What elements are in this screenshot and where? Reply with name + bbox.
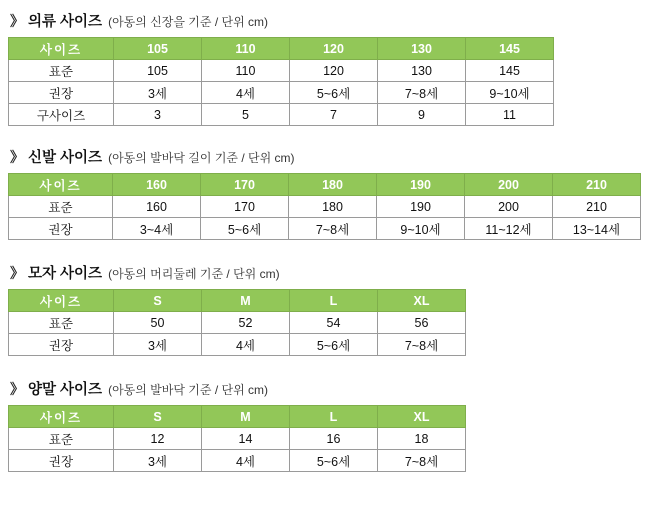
section-clothing-heading (10, 10, 658, 31)
chevron-right-icon: 》 (10, 265, 23, 281)
table-cell: 170 (201, 196, 289, 218)
column-header: 120 (290, 38, 378, 60)
column-header: 160 (113, 174, 201, 196)
table-cell: 4세 (202, 450, 290, 472)
table-corner-label: 사이즈 (9, 38, 114, 60)
table-cell: 110 (202, 60, 290, 82)
table-header-row (9, 38, 554, 60)
chevron-right-icon: 》 (10, 381, 23, 397)
section-socks-title: 양말 사이즈 (28, 382, 103, 398)
table-cell: 7 (290, 104, 378, 126)
column-header: 200 (465, 174, 553, 196)
column-header: 145 (466, 38, 554, 60)
row-label: 권장 (9, 218, 113, 240)
table-cell: 9~10세 (377, 218, 465, 240)
table-cell: 3 (114, 104, 202, 126)
table-cell: 120 (290, 60, 378, 82)
table-cell: 18 (378, 428, 466, 450)
row-label: 표준 (9, 196, 113, 218)
column-header: L (290, 406, 378, 428)
table-cell: 5 (202, 104, 290, 126)
table-cell: 7~8세 (378, 82, 466, 104)
table-cell: 9~10세 (466, 82, 554, 104)
table-row (9, 450, 466, 472)
section-shoes-title: 신발 사이즈 (28, 150, 103, 166)
table-cell: 11 (466, 104, 554, 126)
table-cell: 50 (114, 312, 202, 334)
column-header: L (290, 290, 378, 312)
table-cell: 5~6세 (290, 82, 378, 104)
section-hat-note: (아동의 머리둘레 기준 / 단위 cm) (108, 267, 280, 281)
table-cell: 190 (377, 196, 465, 218)
section-socks (8, 378, 658, 472)
clothing-size-table (8, 37, 554, 126)
table-cell: 3세 (114, 82, 202, 104)
table-row (9, 82, 554, 104)
hat-size-table (8, 289, 466, 356)
column-header: 130 (378, 38, 466, 60)
column-header: M (202, 406, 290, 428)
table-row (9, 104, 554, 126)
socks-size-table (8, 405, 466, 472)
chevron-right-icon: 》 (10, 149, 23, 165)
table-corner-label: 사이즈 (9, 290, 114, 312)
section-socks-heading (10, 378, 658, 399)
table-cell: 210 (553, 196, 641, 218)
column-header: 105 (114, 38, 202, 60)
table-header-row (9, 290, 466, 312)
column-header: S (114, 290, 202, 312)
table-cell: 5~6세 (201, 218, 289, 240)
shoes-size-table (8, 173, 641, 240)
table-cell: 3~4세 (113, 218, 201, 240)
table-cell: 3세 (114, 334, 202, 356)
table-cell: 180 (289, 196, 377, 218)
row-label: 표준 (9, 312, 114, 334)
table-cell: 54 (290, 312, 378, 334)
spacer (8, 362, 658, 378)
column-header: 210 (553, 174, 641, 196)
row-label: 구사이즈 (9, 104, 114, 126)
table-row (9, 196, 641, 218)
spacer (8, 246, 658, 262)
table-cell: 56 (378, 312, 466, 334)
table-cell: 4세 (202, 334, 290, 356)
column-header: 190 (377, 174, 465, 196)
section-socks-note: (아동의 발바닥 기준 / 단위 cm) (108, 383, 268, 397)
section-shoes-heading (10, 146, 658, 167)
table-row (9, 60, 554, 82)
table-cell: 14 (202, 428, 290, 450)
column-header: XL (378, 290, 466, 312)
section-hat (8, 262, 658, 356)
table-row (9, 218, 641, 240)
table-row (9, 312, 466, 334)
table-cell: 5~6세 (290, 450, 378, 472)
spacer (8, 132, 658, 146)
table-cell: 5~6세 (290, 334, 378, 356)
column-header: 110 (202, 38, 290, 60)
column-header: 170 (201, 174, 289, 196)
column-header: XL (378, 406, 466, 428)
table-cell: 145 (466, 60, 554, 82)
table-corner-label: 사이즈 (9, 406, 114, 428)
table-cell: 16 (290, 428, 378, 450)
column-header: 180 (289, 174, 377, 196)
section-hat-heading (10, 262, 658, 283)
table-cell: 160 (113, 196, 201, 218)
column-header: M (202, 290, 290, 312)
table-header-row (9, 406, 466, 428)
table-cell: 4세 (202, 82, 290, 104)
table-corner-label: 사이즈 (9, 174, 113, 196)
section-shoes-note: (아동의 발바닥 길이 기준 / 단위 cm) (108, 151, 295, 165)
section-clothing-note: (아동의 신장을 기준 / 단위 cm) (108, 15, 268, 29)
row-label: 권장 (9, 450, 114, 472)
section-clothing (8, 10, 658, 126)
table-cell: 105 (114, 60, 202, 82)
chevron-right-icon: 》 (10, 13, 23, 29)
row-label: 권장 (9, 82, 114, 104)
table-cell: 130 (378, 60, 466, 82)
section-clothing-title: 의류 사이즈 (28, 14, 103, 30)
table-cell: 7~8세 (378, 334, 466, 356)
table-cell: 7~8세 (378, 450, 466, 472)
table-cell: 13~14세 (553, 218, 641, 240)
table-cell: 200 (465, 196, 553, 218)
table-row (9, 428, 466, 450)
table-cell: 7~8세 (289, 218, 377, 240)
row-label: 권장 (9, 334, 114, 356)
section-hat-title: 모자 사이즈 (28, 266, 103, 282)
section-shoes (8, 146, 658, 240)
row-label: 표준 (9, 60, 114, 82)
column-header: S (114, 406, 202, 428)
table-cell: 52 (202, 312, 290, 334)
table-cell: 9 (378, 104, 466, 126)
row-label: 표준 (9, 428, 114, 450)
table-cell: 3세 (114, 450, 202, 472)
table-row (9, 334, 466, 356)
table-cell: 12 (114, 428, 202, 450)
table-header-row (9, 174, 641, 196)
table-cell: 11~12세 (465, 218, 553, 240)
